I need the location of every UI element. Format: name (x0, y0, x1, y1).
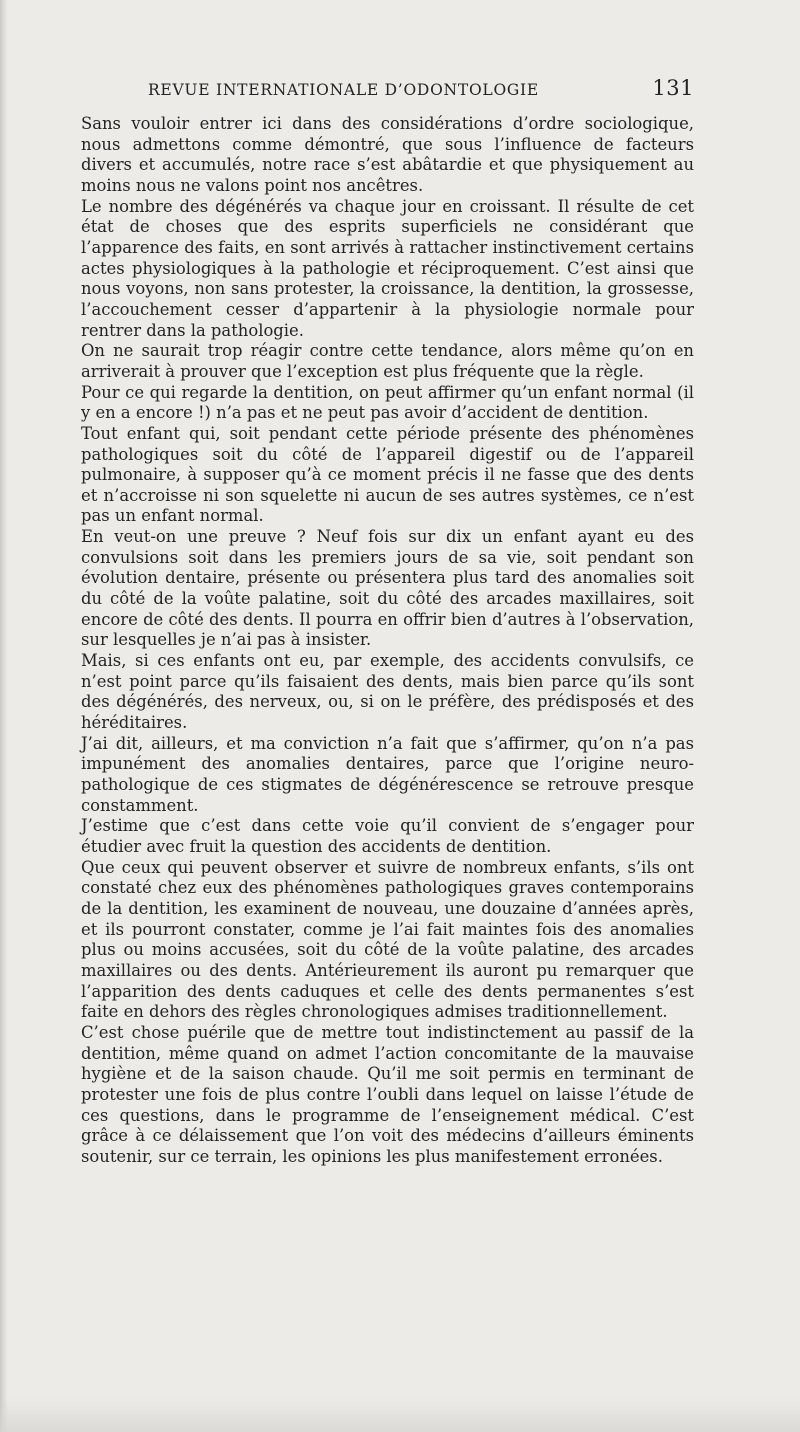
paragraph: Tout enfant qui, soit pendant cette période présente des phénomènes pathologiques soit du côté de l’appareil digestif ou de l’appareil pulmonaire, à supposer qu’à ce moment précis il ne fasse que des dents et n’accroisse ni son squelette ni aucun de ses autres systèmes, ce n’est pas un enfant normal. (81, 423, 694, 526)
running-title: REVUE INTERNATIONALE D’ODONTOLOGIE (148, 81, 539, 99)
paragraph: Pour ce qui regarde la dentition, on peut affirmer qu’un enfant normal (il y en a encore !) n’a pas et ne peut pas avoir d’accident de dentition. (81, 382, 694, 423)
page-binding-edge (0, 0, 8, 1432)
running-header (40, 78, 694, 104)
page-number: 131 (652, 76, 694, 100)
paragraph: En veut-on une preuve ? Neuf fois sur dix un enfant ayant eu des convulsions soit dans les premiers jours de sa vie, soit pendant son évolution dentaire, présente ou présentera plus tard des anomalies soit du côté de la voûte palatine, soit du côté des arcades maxillaires, soit encore de côté des dents. Il pourra en offrir bien d’autres à l’observation, sur lesquelles je n’ai pas à insister. (81, 527, 694, 650)
paragraph: Que ceux qui peuvent observer et suivre de nombreux enfants, s’ils ont constaté chez eux des phénomènes pathologiques graves contemporains de la dentition, les examinent de nouveau, une douzaine d’années après, et ils pourront constater, comme je l’ai fait maintes fois des anomalies plus ou moins accusées, soit du côté de la voûte palatine, des arcades maxillaires ou des dents. Antérieurement ils auront pu remarquer que l’apparition des dents caduques et celle des dents permanentes s’est faite en dehors des règles chronologiques admises traditionnellement. (81, 857, 694, 1022)
paragraph: C’est chose puérile que de mettre tout indistinctement au passif de la dentition, même quand on admet l’action concomitante de la mauvaise hygiène et de la saison chaude. Qu’il me soit permis en terminant de protester une fois de plus contre l’oubli dans lequel on laisse l’étude de ces questions, dans le programme de l’enseignement médical. C’est grâce à ce délaissement que l’on voit des médecins d’ailleurs éminents soutenir, sur ce terrain, les opinions les plus manifestement erronées. (81, 1022, 694, 1166)
paragraph: J’ai dit, ailleurs, et ma conviction n’a fait que s’affirmer, qu’on n’a pas impunément des anomalies dentaires, parce que l’origine neuro-pathologique de ces stigmates de dégénérescence se retrouve presque constamment. (81, 733, 694, 815)
paragraph: Le nombre des dégénérés va chaque jour en croissant. Il résulte de cet état de choses que des esprits superficiels ne considérant que l’apparence des faits, en sont arrivés à rattacher instinctivement certains actes physiologiques à la pathologie et réciproquement. C’est ainsi que nous voyons, non sans protester, la croissance, la dentition, la grossesse, l’accouchement cesser d’appartenir à la physiologie normale pour rentrer dans la pathologie. (81, 196, 694, 340)
paragraph: Mais, si ces enfants ont eu, par exemple, des accidents convulsifs, ce n’est point parce qu’ils faisaient des dents, mais bien parce qu’ils sont des dégénérés, des nerveux, ou, si on le préfère, des prédisposés et des héréditaires. (81, 651, 694, 733)
paragraph: Sans vouloir entrer ici dans des considérations d’ordre sociologique, nous admettons comme démontré, que sous l’influence de facteurs divers et accumulés, notre race s’est abâtardie et que physiquement au moins nous ne valons point nos ancêtres. (81, 114, 694, 195)
paragraph: On ne saurait trop réagir contre cette tendance, alors même qu’on en arriverait à prouver que l’exception est plus fréquente que la règle. (81, 341, 694, 381)
body-text (81, 114, 694, 1414)
paragraph: J’estime que c’est dans cette voie qu’il convient de s’engager pour étudier avec fruit la question des accidents de dentition. (81, 816, 694, 856)
page-bottom-shadow (0, 1398, 800, 1432)
